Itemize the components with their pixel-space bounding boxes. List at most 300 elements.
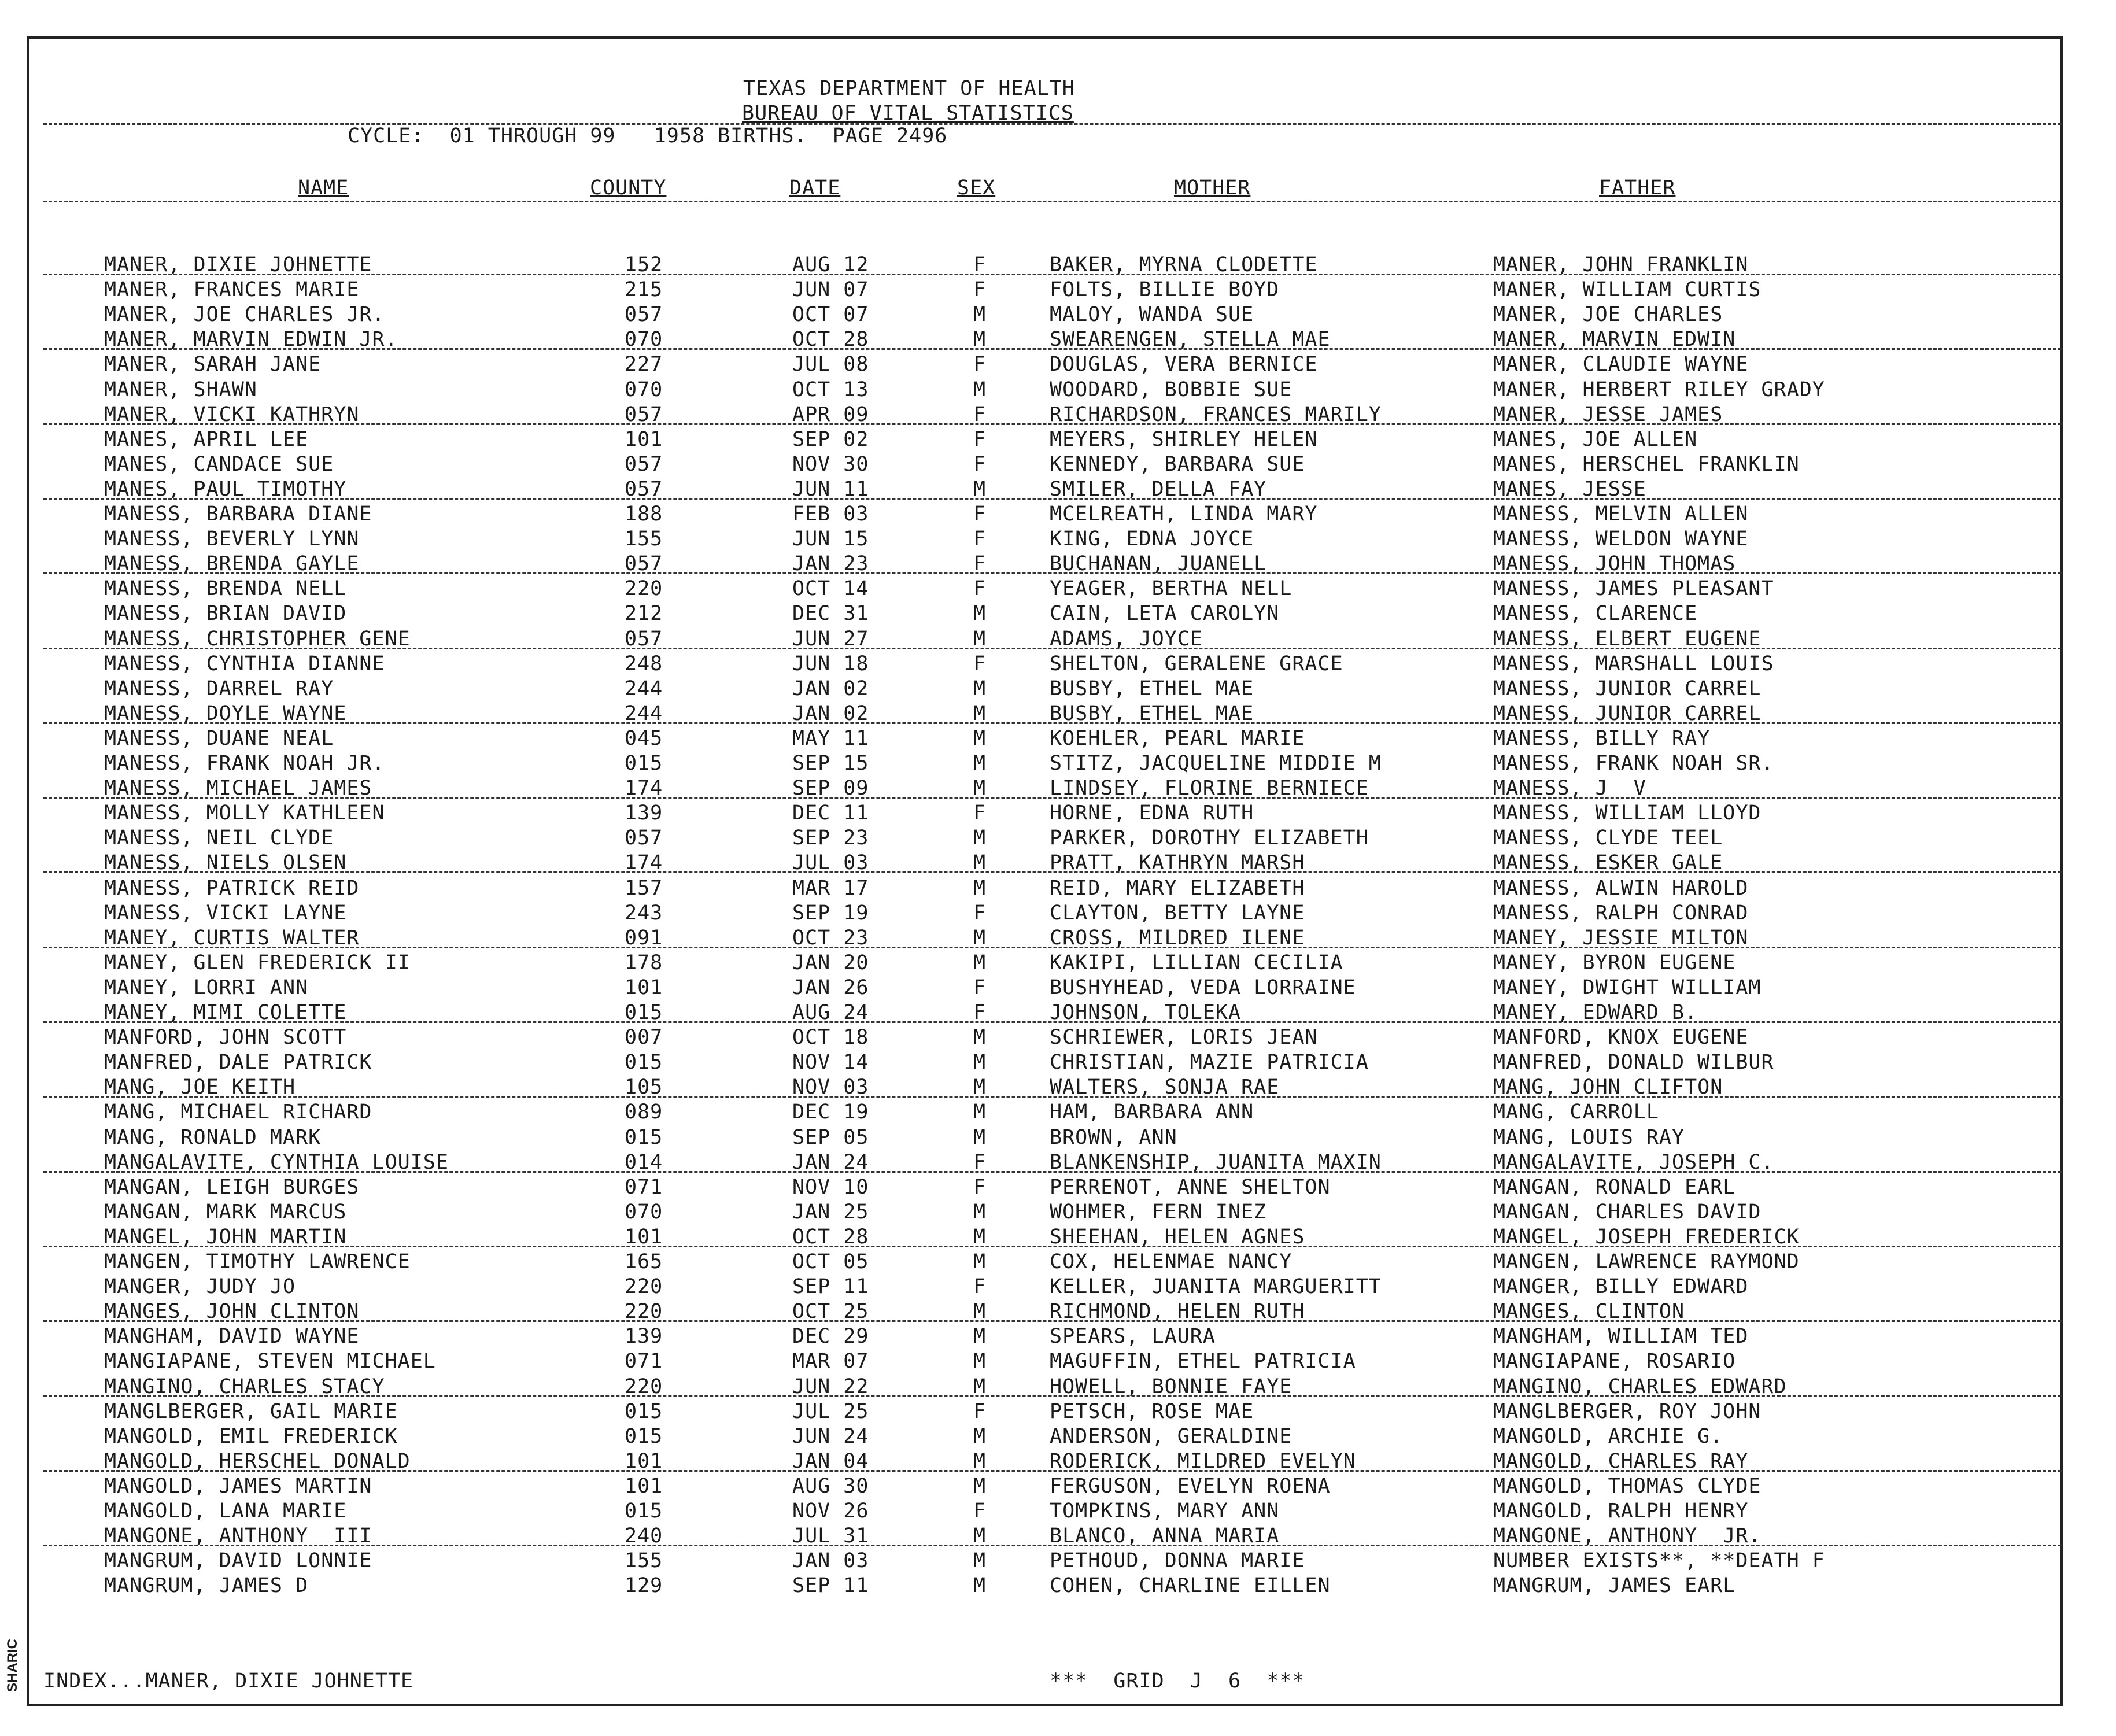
cell-sex: M <box>973 303 987 327</box>
table-row <box>0 378 2116 402</box>
cell-father: MANGHAM, WILLIAM TED <box>1493 1325 1749 1349</box>
cell-sex: M <box>973 876 987 900</box>
cell-date: JUL 08 <box>792 353 869 376</box>
row-group-rule <box>43 498 2062 500</box>
cell-name: MANGHAM, DAVID WAYNE <box>104 1325 360 1349</box>
cell-name: MANGRUM, DAVID LONNIE <box>104 1549 372 1573</box>
cell-date: OCT 05 <box>792 1250 869 1273</box>
table-row <box>0 1025 2116 1050</box>
cell-date: JAN 03 <box>792 1549 869 1573</box>
table-row <box>0 502 2116 527</box>
cell-county: 152 <box>625 253 663 276</box>
cell-date: OCT 18 <box>792 1026 869 1050</box>
cell-mother: DOUGLAS, VERA BERNICE <box>1050 353 1318 376</box>
cell-date: JAN 26 <box>792 976 869 999</box>
cell-mother: MALOY, WANDA SUE <box>1050 303 1254 327</box>
cell-name: MANGOLD, LANA MARIE <box>104 1499 347 1523</box>
cell-sex: M <box>973 726 987 750</box>
cell-father: MANG, LOUIS RAY <box>1493 1125 1685 1149</box>
cell-father: MANGEL, JOSEPH FREDERICK <box>1493 1225 1800 1249</box>
cell-mother: KENNEDY, BARBARA SUE <box>1050 452 1305 476</box>
cell-mother: FOLTS, BILLIE BOYD <box>1050 278 1280 302</box>
cell-county: 007 <box>625 1026 663 1050</box>
cell-date: AUG 12 <box>792 253 869 276</box>
cell-county: 244 <box>625 701 663 725</box>
cell-county: 070 <box>625 1200 663 1224</box>
cell-sex: M <box>973 1250 987 1273</box>
cell-county: 070 <box>625 378 663 401</box>
cell-date: JUN 24 <box>792 1424 869 1448</box>
cell-mother: PARKER, DOROTHY ELIZABETH <box>1050 826 1369 850</box>
cell-name: MANEY, LORRI ANN <box>104 976 309 999</box>
cell-name: MANGIAPANE, STEVEN MICHAEL <box>104 1350 436 1373</box>
cell-sex: M <box>973 951 987 974</box>
cell-county: 015 <box>625 1499 663 1523</box>
table-row <box>0 1050 2116 1075</box>
cell-county: 101 <box>625 1449 663 1473</box>
cell-date: JUN 07 <box>792 278 869 302</box>
cell-sex: M <box>973 752 987 775</box>
cell-sex: F <box>973 427 987 451</box>
cell-county: 215 <box>625 278 663 302</box>
cell-mother: KOEHLER, PEARL MARIE <box>1050 726 1305 750</box>
cell-sex: M <box>973 1474 987 1498</box>
cell-sex: F <box>973 1499 987 1523</box>
row-group-rule <box>43 1246 2062 1247</box>
cell-date: NOV 30 <box>792 452 869 476</box>
cell-county: 070 <box>625 328 663 352</box>
cell-name: MANGALAVITE, CYNTHIA LOUISE <box>104 1150 449 1174</box>
cell-sex: F <box>973 552 987 576</box>
cell-county: 071 <box>625 1175 663 1199</box>
cell-date: MAY 11 <box>792 726 869 750</box>
cell-date: AUG 30 <box>792 1474 869 1498</box>
cell-father: NUMBER EXISTS**, **DEATH F <box>1493 1549 1825 1573</box>
cell-date: SEP 15 <box>792 752 869 775</box>
cell-name: MANEY, GLEN FREDERICK II <box>104 951 411 974</box>
cell-name: MANER, MARVIN EDWIN JR. <box>104 328 398 352</box>
table-row <box>0 352 2116 377</box>
cell-county: 071 <box>625 1350 663 1373</box>
cell-name: MANESS, DUANE NEAL <box>104 726 334 750</box>
table-row <box>0 1125 2116 1150</box>
table-row <box>0 1474 2116 1499</box>
cell-name: MANER, JOE CHARLES JR. <box>104 303 385 327</box>
cell-date: DEC 11 <box>792 801 869 825</box>
cell-mother: KING, EDNA JOYCE <box>1050 527 1254 551</box>
cell-mother: CAIN, LETA CAROLYN <box>1050 602 1280 626</box>
row-group-rule <box>43 797 2062 799</box>
bureau-title: BUREAU OF VITAL STATISTICS <box>742 102 1074 125</box>
cell-mother: CLAYTON, BETTY LAYNE <box>1050 901 1305 925</box>
cell-name: MANESS, BEVERLY LYNN <box>104 527 360 551</box>
table-row <box>0 577 2116 601</box>
cell-name: MANGLBERGER, GAIL MARIE <box>104 1399 398 1423</box>
row-group-rule <box>43 1021 2062 1023</box>
cell-name: MANER, SARAH JANE <box>104 353 322 376</box>
cell-mother: SMILER, DELLA FAY <box>1050 477 1267 501</box>
cell-sex: F <box>973 901 987 925</box>
cell-county: 015 <box>625 1399 663 1423</box>
cell-sex: F <box>973 527 987 551</box>
cell-name: MANESS, NIELS OLSEN <box>104 851 347 875</box>
cell-county: 248 <box>625 652 663 675</box>
cell-name: MANG, RONALD MARK <box>104 1125 322 1149</box>
cell-date: JUL 03 <box>792 851 869 875</box>
cell-name: MANER, VICKI KATHRYN <box>104 402 360 426</box>
cell-name: MANGOLD, EMIL FREDERICK <box>104 1424 398 1448</box>
cell-mother: BUSBY, ETHEL MAE <box>1050 701 1254 725</box>
cell-date: JUN 18 <box>792 652 869 675</box>
cell-name: MANGOLD, JAMES MARTIN <box>104 1474 372 1498</box>
cell-name: MANESS, MOLLY KATHLEEN <box>104 801 385 825</box>
cell-name: MANESS, VICKI LAYNE <box>104 901 347 925</box>
cell-father: MANEY, BYRON EUGENE <box>1493 951 1736 974</box>
cell-county: 057 <box>625 826 663 850</box>
cell-name: MANESS, PATRICK REID <box>104 876 360 900</box>
cell-sex: F <box>973 1150 987 1174</box>
footer-grid: *** GRID J 6 *** <box>1050 1669 1305 1693</box>
cell-sex: M <box>973 1200 987 1224</box>
cell-mother: BUCHANAN, JUANELL <box>1050 552 1267 576</box>
cell-date: NOV 10 <box>792 1175 869 1199</box>
cell-father: MANESS, JOHN THOMAS <box>1493 552 1736 576</box>
cell-sex: M <box>973 1375 987 1398</box>
cell-name: MANES, PAUL TIMOTHY <box>104 477 347 501</box>
cell-mother: MCELREATH, LINDA MARY <box>1050 503 1318 526</box>
cell-county: 129 <box>625 1574 663 1598</box>
cell-date: JUL 25 <box>792 1399 869 1423</box>
table-row <box>0 1200 2116 1225</box>
cell-date: JUN 22 <box>792 1375 869 1398</box>
cell-sex: F <box>973 652 987 675</box>
cell-mother: SPEARS, LAURA <box>1050 1325 1216 1349</box>
cell-county: 057 <box>625 477 663 501</box>
row-group-rule <box>43 648 2062 649</box>
table-row <box>0 826 2116 851</box>
cell-date: NOV 26 <box>792 1499 869 1523</box>
cell-sex: M <box>973 1449 987 1473</box>
cell-father: MANESS, MARSHALL LOUIS <box>1493 652 1774 675</box>
row-group-rule <box>43 1171 2062 1173</box>
cell-date: DEC 29 <box>792 1325 869 1349</box>
table-row <box>0 751 2116 776</box>
cell-mother: BUSHYHEAD, VEDA LORRAINE <box>1050 976 1356 999</box>
row-group-rule <box>43 274 2062 275</box>
cell-sex: F <box>973 402 987 426</box>
cell-father: MANES, JOE ALLEN <box>1493 427 1698 451</box>
cell-sex: M <box>973 1350 987 1373</box>
cell-sex: F <box>973 976 987 999</box>
table-row <box>0 876 2116 901</box>
cell-county: 155 <box>625 1549 663 1573</box>
table-row <box>0 527 2116 552</box>
cell-sex: M <box>973 378 987 401</box>
cell-date: OCT 25 <box>792 1300 869 1324</box>
cell-mother: HOWELL, BONNIE FAYE <box>1050 1375 1293 1398</box>
cell-county: 057 <box>625 402 663 426</box>
cell-sex: M <box>973 1424 987 1448</box>
cell-father: MANEY, DWIGHT WILLIAM <box>1493 976 1762 999</box>
table-row <box>0 951 2116 976</box>
cell-name: MANESS, BRIAN DAVID <box>104 602 347 626</box>
table-row <box>0 278 2116 302</box>
cell-date: SEP 19 <box>792 901 869 925</box>
cell-name: MANES, CANDACE SUE <box>104 452 334 476</box>
cell-father: MANER, MARVIN EDWIN <box>1493 328 1736 352</box>
cell-mother: MEYERS, SHIRLEY HELEN <box>1050 427 1318 451</box>
cell-mother: RICHMOND, HELEN RUTH <box>1050 1300 1305 1324</box>
cell-father: MANER, JESSE JAMES <box>1493 402 1723 426</box>
cell-mother: PRATT, KATHRYN MARSH <box>1050 851 1305 875</box>
cell-name: MANER, FRANCES MARIE <box>104 278 360 302</box>
cell-sex: M <box>973 826 987 850</box>
table-row <box>0 1574 2116 1598</box>
cell-name: MANESS, BARBARA DIANE <box>104 503 372 526</box>
cell-date: OCT 28 <box>792 328 869 352</box>
cell-name: MANGAN, LEIGH BURGES <box>104 1175 360 1199</box>
cell-name: MANG, MICHAEL RICHARD <box>104 1100 372 1124</box>
cell-mother: RICHARDSON, FRANCES MARILY <box>1050 402 1382 426</box>
cell-date: OCT 23 <box>792 926 869 950</box>
cell-name: MANEY, CURTIS WALTER <box>104 926 360 950</box>
cell-mother: BLANCO, ANNA MARIA <box>1050 1524 1280 1548</box>
cell-date: NOV 14 <box>792 1051 869 1074</box>
cell-county: 243 <box>625 901 663 925</box>
cell-sex: M <box>973 1549 987 1573</box>
cell-name: MANESS, CYNTHIA DIANNE <box>104 652 385 675</box>
cell-name: MANESS, FRANK NOAH JR. <box>104 752 385 775</box>
cell-name: MANESS, DARREL RAY <box>104 677 334 700</box>
row-group-rule <box>43 947 2062 948</box>
cell-mother: REID, MARY ELIZABETH <box>1050 876 1305 900</box>
cell-father: MANGER, BILLY EDWARD <box>1493 1275 1749 1299</box>
cell-sex: F <box>973 278 987 302</box>
cell-father: MANESS, JUNIOR CARREL <box>1493 701 1762 725</box>
cell-sex: M <box>973 1026 987 1050</box>
cell-mother: COX, HELENMAE NANCY <box>1050 1250 1293 1273</box>
cell-father: MANESS, WELDON WAYNE <box>1493 527 1749 551</box>
cell-mother: HAM, BARBARA ANN <box>1050 1100 1254 1124</box>
cell-father: MANES, JESSE <box>1493 477 1646 501</box>
cell-date: JAN 23 <box>792 552 869 576</box>
table-row <box>0 1250 2116 1275</box>
cell-county: 174 <box>625 777 663 800</box>
cell-father: MANFORD, KNOX EUGENE <box>1493 1026 1749 1050</box>
cell-sex: F <box>973 1175 987 1199</box>
cell-date: JUN 15 <box>792 527 869 551</box>
col-header-date: DATE <box>789 176 841 200</box>
cell-name: MANESS, NEIL CLYDE <box>104 826 334 850</box>
cell-mother: ADAMS, JOYCE <box>1050 627 1203 651</box>
cell-sex: M <box>973 627 987 651</box>
cell-mother: RODERICK, MILDRED EVELYN <box>1050 1449 1356 1473</box>
cell-date: DEC 19 <box>792 1100 869 1124</box>
row-group-rule <box>43 348 2062 350</box>
cell-mother: SCHRIEWER, LORIS JEAN <box>1050 1026 1318 1050</box>
cell-county: 220 <box>625 1300 663 1324</box>
cell-mother: KAKIPI, LILLIAN CECILIA <box>1050 951 1343 974</box>
row-group-rule <box>43 1545 2062 1546</box>
cycle-line: CYCLE: 01 THROUGH 99 1958 BIRTHS. PAGE 2496 <box>348 124 948 147</box>
cell-name: MANFRED, DALE PATRICK <box>104 1051 372 1074</box>
cell-sex: M <box>973 1574 987 1598</box>
cell-county: 015 <box>625 1051 663 1074</box>
cell-name: MANESS, BRENDA GAYLE <box>104 552 360 576</box>
cell-county: 057 <box>625 303 663 327</box>
cell-mother: WOHMER, FERN INEZ <box>1050 1200 1267 1224</box>
cell-father: MANGES, CLINTON <box>1493 1300 1685 1324</box>
cell-date: OCT 14 <box>792 577 869 601</box>
cell-sex: M <box>973 1076 987 1099</box>
cell-father: MANGOLD, THOMAS CLYDE <box>1493 1474 1762 1498</box>
col-header-father: FATHER <box>1599 176 1676 200</box>
cell-county: 014 <box>625 1150 663 1174</box>
cell-father: MANESS, FRANK NOAH SR. <box>1493 752 1774 775</box>
cell-mother: SWEARENGEN, STELLA MAE <box>1050 328 1331 352</box>
footer-index: INDEX...MANER, DIXIE JOHNETTE <box>43 1669 414 1693</box>
cell-date: MAR 07 <box>792 1350 869 1373</box>
cell-date: FEB 03 <box>792 503 869 526</box>
cell-sex: M <box>973 1300 987 1324</box>
cell-sex: F <box>973 1275 987 1299</box>
cell-name: MANESS, MICHAEL JAMES <box>104 777 372 800</box>
col-header-name: NAME <box>298 176 349 200</box>
cell-county: 165 <box>625 1250 663 1273</box>
cell-father: MANER, JOE CHARLES <box>1493 303 1723 327</box>
cell-county: 057 <box>625 627 663 651</box>
cell-county: 045 <box>625 726 663 750</box>
cell-sex: F <box>973 353 987 376</box>
cell-date: JAN 04 <box>792 1449 869 1473</box>
cell-father: MANESS, MELVIN ALLEN <box>1493 503 1749 526</box>
cell-father: MANGRUM, JAMES EARL <box>1493 1574 1736 1598</box>
table-row <box>0 1549 2116 1574</box>
row-group-rule <box>43 871 2062 873</box>
cell-father: MANGINO, CHARLES EDWARD <box>1493 1375 1787 1398</box>
cell-date: SEP 09 <box>792 777 869 800</box>
table-row <box>0 1399 2116 1424</box>
cell-name: MANESS, CHRISTOPHER GENE <box>104 627 411 651</box>
cell-county: 220 <box>625 1275 663 1299</box>
cell-sex: M <box>973 1524 987 1548</box>
table-row <box>0 652 2116 677</box>
cell-sex: M <box>973 1225 987 1249</box>
cell-date: DEC 31 <box>792 602 869 626</box>
cell-date: APR 09 <box>792 402 869 426</box>
cell-name: MANG, JOE KEITH <box>104 1076 296 1099</box>
cell-mother: WOODARD, BOBBIE SUE <box>1050 378 1293 401</box>
cell-name: MANGER, JUDY JO <box>104 1275 296 1299</box>
cell-sex: F <box>973 1001 987 1024</box>
table-row <box>0 901 2116 926</box>
cell-name: MANGEL, JOHN MARTIN <box>104 1225 347 1249</box>
col-header-mother: MOTHER <box>1174 176 1251 200</box>
cell-father: MANGAN, RONALD EARL <box>1493 1175 1736 1199</box>
cell-county: 212 <box>625 602 663 626</box>
cell-county: 015 <box>625 752 663 775</box>
cell-name: MANESS, DOYLE WAYNE <box>104 701 347 725</box>
cell-mother: PETSCH, ROSE MAE <box>1050 1399 1254 1423</box>
row-group-rule <box>43 722 2062 724</box>
cell-sex: F <box>973 253 987 276</box>
cell-date: SEP 11 <box>792 1275 869 1299</box>
cell-father: MANESS, CLYDE TEEL <box>1493 826 1723 850</box>
cell-father: MANESS, ALWIN HAROLD <box>1493 876 1749 900</box>
cell-county: 057 <box>625 552 663 576</box>
cell-mother: MAGUFFIN, ETHEL PATRICIA <box>1050 1350 1356 1373</box>
cell-sex: M <box>973 1100 987 1124</box>
cell-county: 015 <box>625 1424 663 1448</box>
cell-county: 089 <box>625 1100 663 1124</box>
table-row <box>0 677 2116 701</box>
cell-name: MANGEN, TIMOTHY LAWRENCE <box>104 1250 411 1273</box>
cell-county: 139 <box>625 1325 663 1349</box>
table-row <box>0 601 2116 626</box>
cell-mother: YEAGER, BERTHA NELL <box>1050 577 1293 601</box>
cell-father: MANGIAPANE, ROSARIO <box>1493 1350 1736 1373</box>
cell-father: MANESS, JAMES PLEASANT <box>1493 577 1774 601</box>
cell-mother: BROWN, ANN <box>1050 1125 1177 1149</box>
table-row <box>0 976 2116 1000</box>
cell-date: JUL 31 <box>792 1524 869 1548</box>
cell-father: MANESS, RALPH CONRAD <box>1493 901 1749 925</box>
cell-father: MANGONE, ANTHONY JR. <box>1493 1524 1762 1548</box>
cell-county: 101 <box>625 427 663 451</box>
cell-date: OCT 28 <box>792 1225 869 1249</box>
cell-name: MANGOLD, HERSCHEL DONALD <box>104 1449 411 1473</box>
cell-father: MANESS, CLARENCE <box>1493 602 1698 626</box>
cell-sex: M <box>973 677 987 700</box>
cell-county: 220 <box>625 577 663 601</box>
table-row <box>0 452 2116 477</box>
cell-sex: M <box>973 1325 987 1349</box>
cell-name: MANGRUM, JAMES D <box>104 1574 309 1598</box>
cell-mother: STITZ, JACQUELINE MIDDIE M <box>1050 752 1382 775</box>
cell-county: 227 <box>625 353 663 376</box>
cell-mother: CROSS, MILDRED ILENE <box>1050 926 1305 950</box>
row-group-rule <box>43 572 2062 574</box>
cell-date: NOV 03 <box>792 1076 869 1099</box>
cell-mother: TOMPKINS, MARY ANN <box>1050 1499 1280 1523</box>
cell-mother: FERGUSON, EVELYN ROENA <box>1050 1474 1331 1498</box>
cell-county: 220 <box>625 1375 663 1398</box>
table-row <box>0 1275 2116 1299</box>
cell-mother: BLANKENSHIP, JUANITA MAXIN <box>1050 1150 1382 1174</box>
col-header-county: COUNTY <box>590 176 667 200</box>
table-row <box>0 1424 2116 1449</box>
cell-father: MANGOLD, ARCHIE G. <box>1493 1424 1723 1448</box>
cell-mother: COHEN, CHARLINE EILLEN <box>1050 1574 1331 1598</box>
cell-date: JAN 24 <box>792 1150 869 1174</box>
cell-date: JUN 11 <box>792 477 869 501</box>
cell-father: MANG, CARROLL <box>1493 1100 1659 1124</box>
cell-date: JAN 02 <box>792 677 869 700</box>
cell-date: JUN 27 <box>792 627 869 651</box>
cell-mother: PETHOUD, DONNA MARIE <box>1050 1549 1305 1573</box>
cell-county: 101 <box>625 1474 663 1498</box>
cell-county: 174 <box>625 851 663 875</box>
cell-father: MANER, WILLIAM CURTIS <box>1493 278 1762 302</box>
cell-county: 155 <box>625 527 663 551</box>
table-row <box>0 1324 2116 1349</box>
cell-date: SEP 02 <box>792 427 869 451</box>
cell-father: MANER, CLAUDIE WAYNE <box>1493 353 1749 376</box>
cell-mother: KELLER, JUANITA MARGUERITT <box>1050 1275 1382 1299</box>
cell-father: MANESS, WILLIAM LLOYD <box>1493 801 1762 825</box>
cell-sex: M <box>973 328 987 352</box>
cell-mother: SHELTON, GERALENE GRACE <box>1050 652 1343 675</box>
